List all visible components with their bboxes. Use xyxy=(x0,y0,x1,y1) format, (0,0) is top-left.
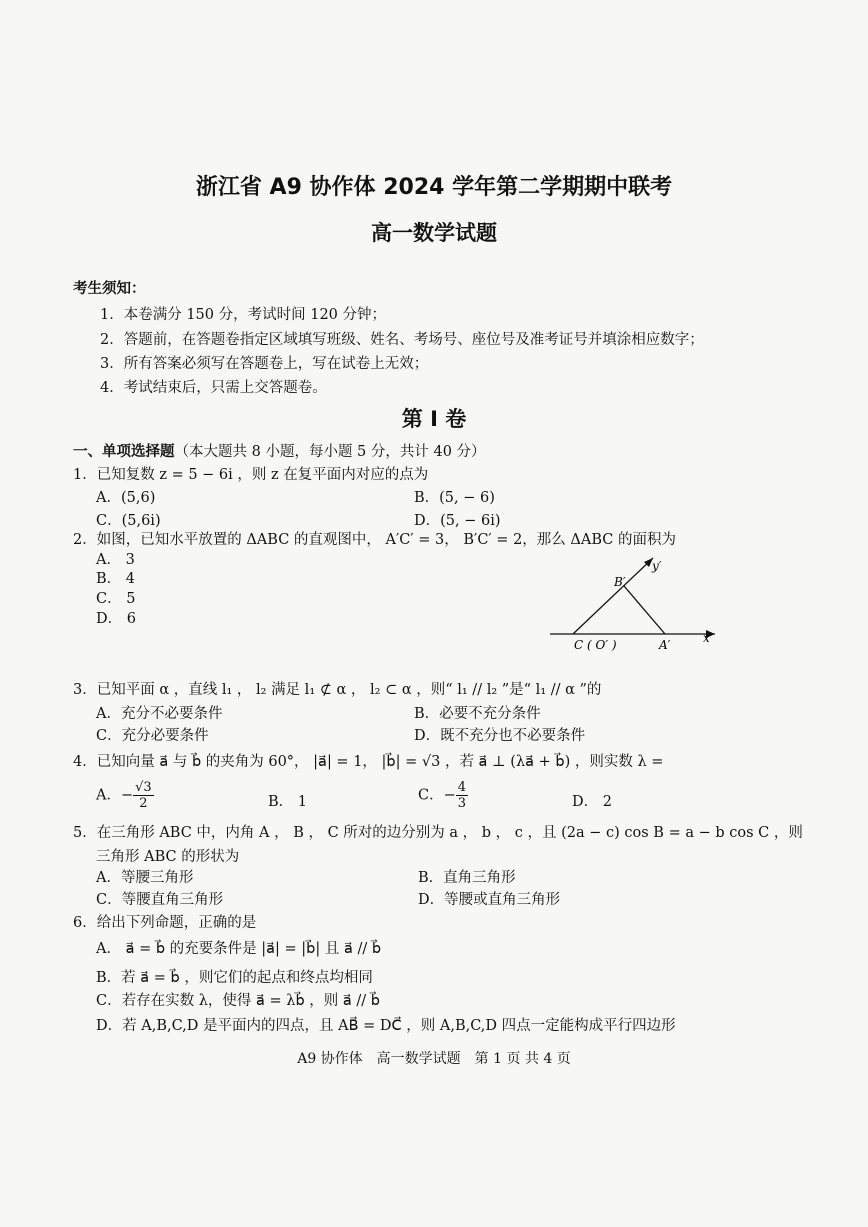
q5-option-b: B．直角三角形 xyxy=(418,870,516,886)
q1-option-c: C．(5,6i) xyxy=(96,513,161,529)
q2-stem: 2．如图，已知水平放置的 ΔABC 的直观图中， A′C′ = 3， B′C′ = 2，那么 ΔABC 的面积为 xyxy=(73,532,676,548)
q4-option-a-sign: − xyxy=(120,787,134,804)
q5-stem-line-1: 5．在三角形 ABC 中，内角 A ， B ， C 所对的边分别为 a ， b ， c ，且 (2a − c) cos B = a − b cos C ，则 xyxy=(73,825,803,841)
q6-option-d: D．若 A,B,C,D 是平面内的四点，且 AB⃗ = DC⃗ ，则 A,B,C,D 四点一定能构成平行四边形 xyxy=(96,1018,676,1034)
q4-option-a-fraction xyxy=(133,780,154,811)
exam-title: 浙江省 A9 协作体 2024 学年第二学期期中联考 xyxy=(195,175,673,200)
q1-stem: 1．已知复数 z = 5 − 6i ，则 z 在复平面内对应的点为 xyxy=(73,467,429,483)
q5-stem-line-2: 三角形 ABC 的形状为 xyxy=(96,849,240,865)
q2-option-a: A． 3 xyxy=(96,552,135,568)
label-a-prime: A′ xyxy=(659,638,671,652)
notice-item-1: 1．本卷满分 150 分，考试时间 120 分钟； xyxy=(100,307,387,323)
q4-stem: 4．已知向量 a⃗ 与 b⃗ 的夹角为 60°， |a⃗| = 1， |b⃗| = √3 ，若 a⃗ ⊥ (λa⃗ + b⃗) ，则实数 λ = xyxy=(73,754,664,770)
q3-option-a: A．充分不必要条件 xyxy=(96,706,223,722)
q4-option-d: D． 2 xyxy=(572,794,612,810)
volume-title: 第 I 卷 xyxy=(401,407,467,431)
q4-option-a xyxy=(96,780,154,811)
q1-option-a: A．(5,6) xyxy=(96,490,156,506)
q2-option-d: D． 6 xyxy=(96,611,136,627)
q4-option-c xyxy=(418,780,468,811)
q4-option-c-sign: − xyxy=(443,787,456,804)
q2-option-b: B． 4 xyxy=(96,571,135,587)
q3-stem: 3．已知平面 α ，直线 l₁ ， l₂ 满足 l₁ ⊄ α ， l₂ ⊂ α ，则“ l₁ // l₂ ”是“ l₁ // α ”的 xyxy=(73,682,602,698)
q6-option-c: C．若存在实数 λ，使得 a⃗ = λb⃗ ，则 a⃗ // b⃗ xyxy=(96,993,380,1009)
q2-oblique-figure xyxy=(540,548,740,658)
label-x-prime: x′ xyxy=(703,631,713,645)
section-note: （本大题共 8 小题，每小题 5 分，共计 40 分） xyxy=(174,444,486,460)
q1-option-d: D．(5, − 6i) xyxy=(414,513,501,529)
q4-option-a-denominator: 2 xyxy=(139,796,148,811)
q4-option-c-numerator: 4 xyxy=(457,780,467,795)
label-y-prime: y′ xyxy=(652,559,662,573)
notice-item-2: 2．答题前，在答题卷指定区域填写班级、姓名、考场号、座位号及准考证号并填涂相应数字； xyxy=(100,332,704,348)
q6-option-b: B．若 a⃗ = b⃗ ，则它们的起点和终点均相同 xyxy=(96,970,373,986)
q3-option-c: C．充分必要条件 xyxy=(96,728,209,744)
q2-option-c: C． 5 xyxy=(96,591,136,607)
q4-option-c-denominator: 3 xyxy=(457,796,467,811)
q4-option-a-label: A． xyxy=(96,787,121,804)
page-footer: A9 协作体 高一数学试题 第 1 页 共 4 页 xyxy=(297,1051,571,1067)
section-title: 一、单项选择题 xyxy=(73,444,175,460)
q4-option-a-numerator: √3 xyxy=(135,780,152,795)
notice-heading: 考生须知： xyxy=(73,281,146,297)
label-b-prime: B′ xyxy=(614,575,626,589)
segment-b-a xyxy=(624,586,665,634)
q3-option-d: D．既不充分也不必要条件 xyxy=(414,728,586,744)
q5-option-a: A．等腰三角形 xyxy=(96,870,194,886)
q4-option-c-label: C． xyxy=(418,787,444,804)
notice-item-3: 3．所有答案必须写在答题卷上，写在试卷上无效； xyxy=(100,356,429,372)
section-heading xyxy=(73,440,486,461)
q6-option-a: A． a⃗ = b⃗ 的充要条件是 |a⃗| = |b⃗| 且 a⃗ // b⃗ xyxy=(96,941,382,957)
q6-stem: 6．给出下列命题，正确的是 xyxy=(73,915,257,931)
notice-item-4: 4．考试结束后，只需上交答题卷。 xyxy=(100,380,327,396)
q4-option-c-fraction xyxy=(456,780,468,811)
y-axis-line xyxy=(573,558,653,634)
q1-option-b: B．(5, − 6) xyxy=(414,490,495,506)
q3-option-b: B．必要不充分条件 xyxy=(414,706,541,722)
label-c-origin: C ( O′ ) xyxy=(574,638,617,652)
q5-option-d: D．等腰或直角三角形 xyxy=(418,892,561,908)
q4-option-b: B． 1 xyxy=(268,794,307,810)
q5-option-c: C．等腰直角三角形 xyxy=(96,892,224,908)
exam-subtitle: 高一数学试题 xyxy=(371,221,497,245)
